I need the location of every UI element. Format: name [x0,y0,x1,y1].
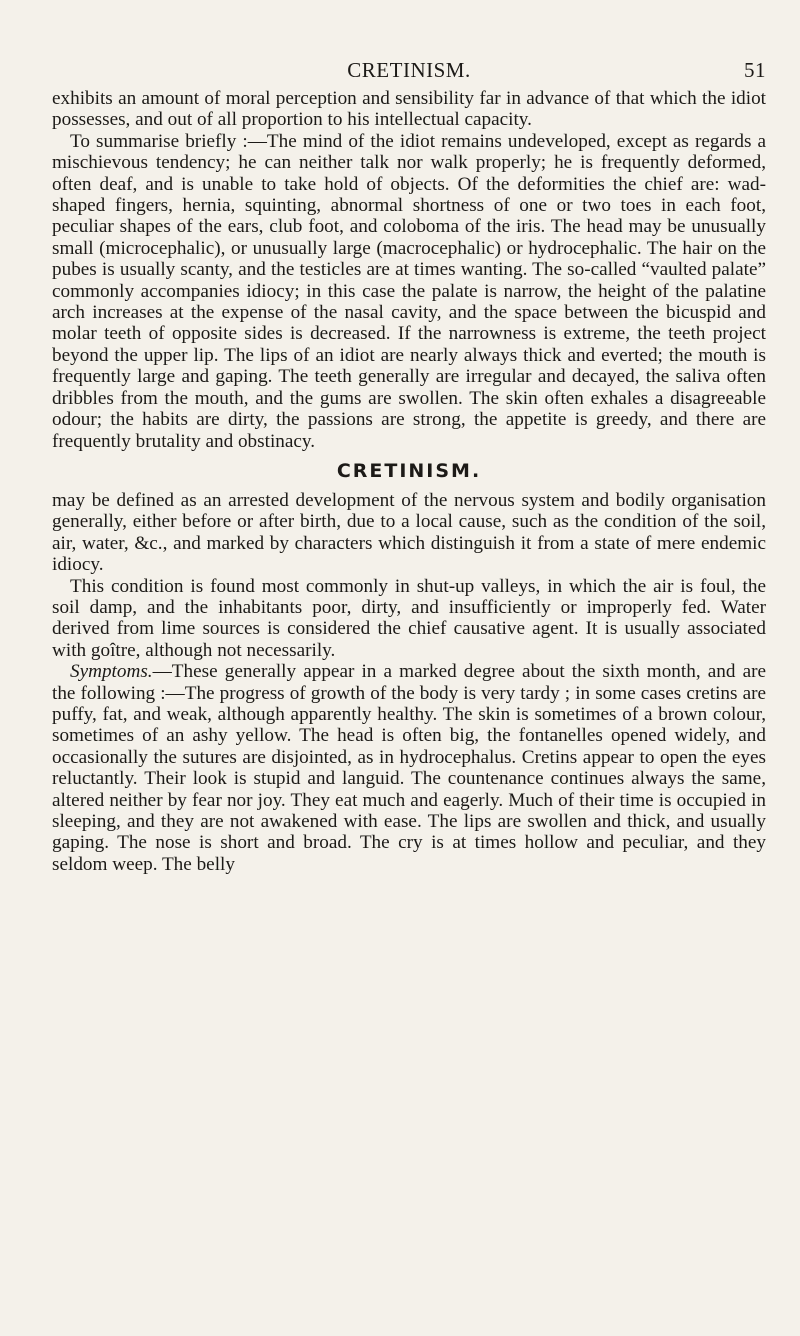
paragraph-symptoms [52,661,766,875]
paragraph-idiot-summary: To summarise briefly :—The mind of the idiot remains undeveloped, except as regards a mischievous tendency; he can neither talk nor walk properly; he is frequently deformed, often deaf, and is unable to take hold of objects. Of the deformities the chief are: wad-shaped fingers, hernia, squinting, abnormal shortness of one or two toes in each foot, peculiar shapes of the ears, club foot, and coloboma of the iris. The head may be unusually small (microcephalic), or unusually large (macrocephalic) or hydrocephalic. The hair on the pubes is usually scanty, and the testicles are at times wanting. The so-called “vaulted palate” commonly accompanies idiocy; in this case the palate is narrow, the height of the palatine arch increases at the expense of the nasal cavity, and the space between the bicuspid and molar teeth of opposite sides is decreased. If the narrowness is extreme, the teeth project beyond the upper lip. The lips of an idiot are nearly always thick and everted; the mouth is frequently large and gaping. The teeth generally are irregular and decayed, the saliva often dribbles from the mouth, and the gums are swollen. The skin often exhales a disagreeable odour; the habits are dirty, the passions are strong, the appetite is greedy, and there are frequently brutality and obstinacy. [52,130,766,452]
book-page [52,58,766,875]
paragraph-cretinism-definition: may be defined as an arrested development of the nervous system and bodily organisation generally, either before or after birth, due to a local cause, such as the condition of the soil, air, water, &c., and marked by characters which distinguish it from a state of mere endemic idiocy. [52,489,766,576]
paragraph-continuation: exhibits an amount of moral perception and sensibility far in advance of that which the idiot possesses, and out of all proportion to his intellectual capacity. [52,88,766,131]
symptoms-label: Symptoms. [70,661,153,683]
page-number: 51 [744,58,766,82]
paragraph-cretinism-causes: This condition is found most commonly in shut-up valleys, in which the air is foul, the soil damp, and the inhabitants poor, dirty, and insufficiently or improperly fed. Water derived from lime sources is considered the chief causative agent. It is usually associated with goître, although not necessarily. [52,575,766,661]
running-head [52,58,766,84]
section-heading: CRETINISM. [336,459,482,482]
running-head-title: CRETINISM. [347,58,471,82]
symptoms-text: —These generally appear in a marked degree about the sixth month, and are the following :—The progress of growth of the body is very tardy ; in some cases cretins are puffy, fat, and weak, although apparently healthy. The skin is sometimes of a brown colour, sometimes of an ashy yellow. The head is often big, the fontanelles opened widely, and occasionally the sutures are disjointed, as in hydrocephalus. Cretins appear to open the eyes reluctantly. Their look is stupid and languid. The countenance continues always the same, altered neither by fear nor joy. They eat much and eagerly. Much of their time is occupied in sleeping, and they are not awakened with ease. The lips are swollen and thick, and usually gaping. The nose is short and broad. The cry is at times hollow and peculiar, and they seldom weep. The belly [52,661,766,875]
